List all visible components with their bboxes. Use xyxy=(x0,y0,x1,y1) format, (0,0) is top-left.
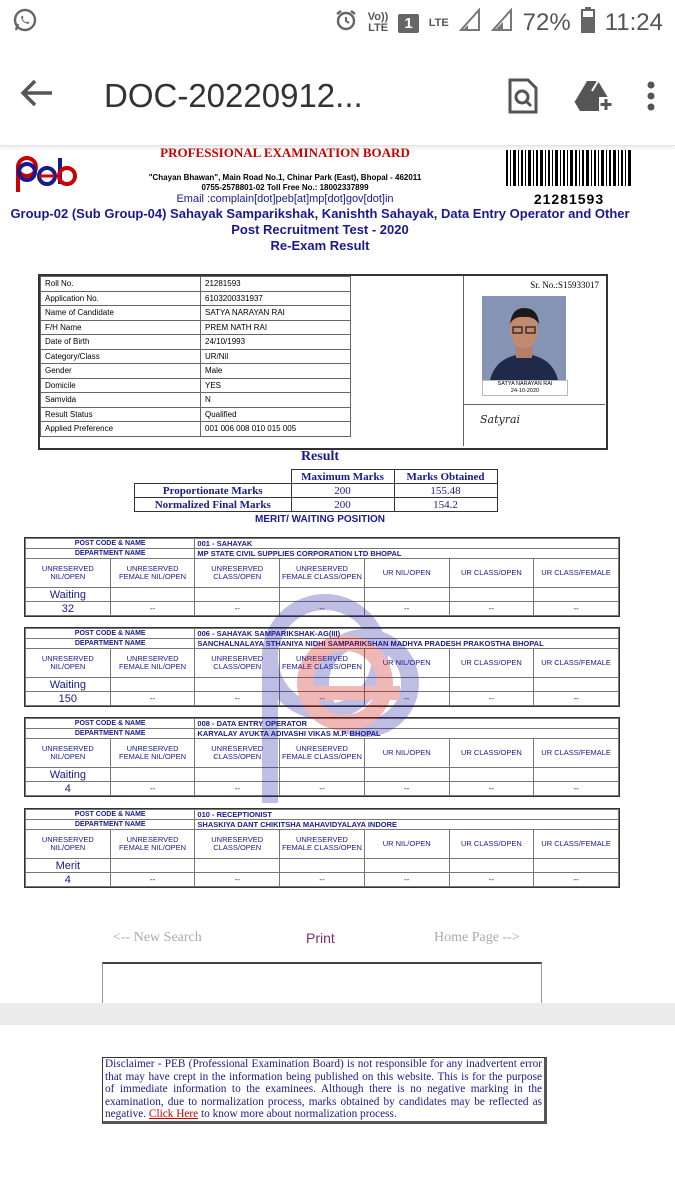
department-label: DEPARTMENT NAME xyxy=(26,549,195,559)
candidate-field-label: Category/Class xyxy=(41,349,201,364)
category-header: UNRESERVED NIL/OPEN xyxy=(26,830,111,859)
category-header: UNRESERVED FEMALE NIL/OPEN xyxy=(110,739,195,768)
department-label: DEPARTMENT NAME xyxy=(26,639,195,649)
position-value: -- xyxy=(195,873,280,887)
notification-count-badge: 1 xyxy=(398,14,418,33)
position-value: -- xyxy=(449,782,534,796)
post-code-value: 001 - SAHAYAK xyxy=(195,539,619,549)
exam-title xyxy=(0,206,640,254)
more-options-icon[interactable] xyxy=(647,81,655,111)
barcode xyxy=(504,150,634,207)
barcode-number: 21281593 xyxy=(533,191,605,207)
position-value: -- xyxy=(195,692,280,706)
candidate-field-value: 21281593 xyxy=(201,277,351,292)
candidate-row xyxy=(41,393,351,408)
category-header: UR CLASS/FEMALE xyxy=(534,649,619,678)
page-divider xyxy=(102,962,542,1003)
candidate-row xyxy=(41,422,351,437)
candidate-field-value: SATYA NARAYAN RAI xyxy=(201,306,351,321)
department-label: DEPARTMENT NAME xyxy=(26,729,195,739)
candidate-field-value: Qualified xyxy=(201,407,351,422)
post-block xyxy=(24,537,620,617)
empty-cell xyxy=(280,768,365,782)
position-value: -- xyxy=(110,782,195,796)
empty-cell xyxy=(280,678,365,692)
category-header: UNRESERVED NIL/OPEN xyxy=(26,649,111,678)
post-code-value: 008 - DATA ENTRY OPERATOR xyxy=(195,719,619,729)
position-value: -- xyxy=(110,692,195,706)
empty-cell xyxy=(534,768,619,782)
empty-cell xyxy=(534,588,619,602)
empty-cell xyxy=(110,859,195,873)
position-value: 4 xyxy=(26,782,111,796)
candidate-info-box xyxy=(38,274,608,450)
empty-cell xyxy=(280,859,365,873)
col-max-marks: Maximum Marks xyxy=(291,470,394,484)
department-value: SANCHALNALAYA STHANIYA NIDHI SAMPARIKSHAN MADHYA PRADESH PRAKOSTHA BHOPAL xyxy=(195,639,619,649)
post-code-value: 010 - RECEPTIONIST xyxy=(195,810,619,820)
board-name: PROFESSIONAL EXAMINATION BOARD xyxy=(160,148,410,160)
candidate-row xyxy=(41,291,351,306)
position-value: 150 xyxy=(26,692,111,706)
board-address: "Chayan Bhawan", Main Road No.1, Chinar Park (East), Bhopal - 462011 xyxy=(148,173,422,182)
barcode-bars xyxy=(504,150,634,186)
signal-icon-2 xyxy=(491,8,513,39)
volte-indicator: Vo)) LTE xyxy=(367,11,389,34)
department-value: MP STATE CIVIL SUPPLIES CORPORATION LTD BHOPAL xyxy=(195,549,619,559)
empty-cell xyxy=(364,859,449,873)
candidate-row xyxy=(41,378,351,393)
candidate-field-label: Applied Preference xyxy=(41,422,201,437)
post-code-label: POST CODE & NAME xyxy=(26,719,195,729)
signature-panel xyxy=(464,404,605,447)
department-value: KARYALAY AYUKTA ADIVASHI VIKAS M.P. BHOPAL xyxy=(195,729,619,739)
status-bar xyxy=(0,0,675,46)
marks-blank-cell xyxy=(135,470,292,484)
position-value: -- xyxy=(110,873,195,887)
category-header: UR CLASS/OPEN xyxy=(449,649,534,678)
position-value: -- xyxy=(195,602,280,616)
back-arrow-icon[interactable] xyxy=(20,78,54,113)
marks-row-proportionate: Proportionate Marks 200 155.48 xyxy=(135,484,498,498)
candidate-field-label: F/H Name xyxy=(41,320,201,335)
empty-cell xyxy=(364,588,449,602)
exam-title-line3: Re-Exam Result xyxy=(270,238,370,253)
empty-cell xyxy=(110,588,195,602)
empty-cell xyxy=(364,768,449,782)
marks-row-normalized: Normalized Final Marks 200 154.2 xyxy=(135,498,498,512)
category-header: UR NIL/OPEN xyxy=(364,559,449,588)
position-value: -- xyxy=(110,602,195,616)
candidate-field-label: Gender xyxy=(41,364,201,379)
empty-cell xyxy=(195,768,280,782)
candidate-row xyxy=(41,364,351,379)
candidate-field-value: Male xyxy=(201,364,351,379)
post-block xyxy=(24,808,620,888)
position-value: -- xyxy=(534,782,619,796)
position-status: Waiting xyxy=(26,678,111,692)
position-value: 32 xyxy=(26,602,111,616)
category-header: UR NIL/OPEN xyxy=(364,649,449,678)
position-value: 4 xyxy=(26,873,111,887)
empty-cell xyxy=(195,588,280,602)
candidate-field-label: Samvida xyxy=(41,393,201,408)
clock: 11:24 xyxy=(604,9,663,36)
print-link[interactable]: Print xyxy=(306,930,335,946)
candidate-field-value: YES xyxy=(201,378,351,393)
position-value: -- xyxy=(534,602,619,616)
candidate-photo xyxy=(482,296,566,380)
click-here-link[interactable]: Click Here xyxy=(148,1108,199,1120)
position-value: -- xyxy=(280,873,365,887)
empty-cell xyxy=(195,859,280,873)
empty-cell xyxy=(110,678,195,692)
position-value: -- xyxy=(534,873,619,887)
candidate-field-label: Application No. xyxy=(41,291,201,306)
category-header: UNRESERVED NIL/OPEN xyxy=(26,559,111,588)
exam-title-line2: Post Recruitment Test - 2020 xyxy=(231,222,409,237)
post-table xyxy=(25,809,619,887)
category-header: UR CLASS/OPEN xyxy=(449,559,534,588)
document-title: DOC-20220912... xyxy=(104,76,363,114)
page-gap xyxy=(0,1003,675,1025)
candidate-field-value: 24/10/1993 xyxy=(201,335,351,350)
candidate-field-value: N xyxy=(201,393,351,408)
position-value: -- xyxy=(364,692,449,706)
disclaimer xyxy=(102,1057,547,1124)
alarm-icon xyxy=(334,8,358,39)
position-value: -- xyxy=(449,602,534,616)
post-code-label: POST CODE & NAME xyxy=(26,810,195,820)
exam-title-line1: Group-02 (Sub Group-04) Sahayak Samparikshak, Kanishth Sahayak, Data Entry Operator and Other xyxy=(10,206,630,221)
add-to-drive-icon[interactable] xyxy=(573,79,613,113)
candidate-row xyxy=(41,335,351,350)
candidate-row xyxy=(41,277,351,292)
empty-cell xyxy=(449,859,534,873)
home-page-link[interactable]: Home Page --> xyxy=(434,930,520,945)
position-value: -- xyxy=(449,692,534,706)
category-header: UNRESERVED NIL/OPEN xyxy=(26,739,111,768)
post-code-label: POST CODE & NAME xyxy=(26,629,195,639)
category-header: UNRESERVED FEMALE NIL/OPEN xyxy=(110,559,195,588)
new-search-link[interactable]: <-- New Search xyxy=(113,930,202,945)
category-header: UR CLASS/FEMALE xyxy=(534,739,619,768)
position-value: -- xyxy=(449,873,534,887)
department-label: DEPARTMENT NAME xyxy=(26,820,195,830)
category-header: UR NIL/OPEN xyxy=(364,830,449,859)
category-header: UR CLASS/OPEN xyxy=(449,739,534,768)
post-code-label: POST CODE & NAME xyxy=(26,539,195,549)
lte-indicator: LTE xyxy=(428,16,449,29)
candidate-row xyxy=(41,407,351,422)
candidate-field-label: Date of Birth xyxy=(41,335,201,350)
position-value: -- xyxy=(280,692,365,706)
empty-cell xyxy=(449,768,534,782)
disclaimer-tail: to know more about normalization process. xyxy=(201,1108,397,1120)
category-header: UNRESERVED CLASS/OPEN xyxy=(195,739,280,768)
category-header: UNRESERVED FEMALE CLASS/OPEN xyxy=(280,830,365,859)
position-status: Waiting xyxy=(26,768,111,782)
position-value: -- xyxy=(364,602,449,616)
col-marks-obtained: Marks Obtained xyxy=(394,470,497,484)
candidate-row xyxy=(41,306,351,321)
candidate-field-label: Roll No. xyxy=(41,277,201,292)
candidate-field-label: Name of Candidate xyxy=(41,306,201,321)
position-value: -- xyxy=(195,782,280,796)
document-page xyxy=(0,148,675,1003)
post-code-value: 006 - SAHAYAK SAMPARIKSHAK-AG(III) xyxy=(195,629,619,639)
empty-cell xyxy=(195,678,280,692)
photo-panel xyxy=(463,276,605,446)
post-block xyxy=(24,717,620,797)
category-header: UNRESERVED CLASS/OPEN xyxy=(195,830,280,859)
signature: Satyrai xyxy=(480,413,521,426)
candidate-field-label: Result Status xyxy=(41,407,201,422)
battery-percent: 72% xyxy=(522,9,571,36)
candidate-info-table xyxy=(40,276,351,437)
photo-caption: SATYA NARAYAN RAI 24-10-2020 xyxy=(482,380,568,396)
post-table xyxy=(25,628,619,706)
candidate-field-value: UR/Nil xyxy=(201,349,351,364)
category-header: UNRESERVED CLASS/OPEN xyxy=(195,649,280,678)
candidate-field-value: 001 006 008 010 015 005 xyxy=(201,422,351,437)
empty-cell xyxy=(280,588,365,602)
category-header: UR CLASS/OPEN xyxy=(449,830,534,859)
board-phone: 0755-2578801-02 Toll Free No.: 18002337899 xyxy=(201,183,369,192)
category-header: UNRESERVED FEMALE NIL/OPEN xyxy=(110,649,195,678)
merit-title: MERIT/ WAITING POSITION xyxy=(255,514,385,525)
category-header: UNRESERVED FEMALE NIL/OPEN xyxy=(110,830,195,859)
position-value: -- xyxy=(364,873,449,887)
board-email: Email :complain[dot]peb[at]mp[dot]gov[dot]in xyxy=(176,193,394,205)
whatsapp-icon xyxy=(12,7,38,40)
category-header: UNRESERVED FEMALE CLASS/OPEN xyxy=(280,649,365,678)
department-value: SHASKIYA DANT CHIKITSHA MAHAVIDYALAYA INDORE xyxy=(195,820,619,830)
result-title: Result xyxy=(300,449,340,464)
empty-cell xyxy=(534,678,619,692)
post-table xyxy=(25,538,619,616)
category-header: UR NIL/OPEN xyxy=(364,739,449,768)
find-in-document-icon[interactable] xyxy=(507,78,539,114)
category-header: UNRESERVED CLASS/OPEN xyxy=(195,559,280,588)
candidate-field-value: 6103200331937 xyxy=(201,291,351,306)
empty-cell xyxy=(534,859,619,873)
marks-table xyxy=(134,469,498,512)
signal-icon xyxy=(459,8,481,39)
position-value: -- xyxy=(280,782,365,796)
app-bar xyxy=(0,46,675,146)
post-block xyxy=(24,627,620,707)
category-header: UR CLASS/FEMALE xyxy=(534,559,619,588)
position-value: -- xyxy=(534,692,619,706)
candidate-field-value: PREM NATH RAI xyxy=(201,320,351,335)
serial-number: Sr. No.:S15933017 xyxy=(530,280,599,290)
battery-icon xyxy=(581,7,595,40)
position-value: -- xyxy=(364,782,449,796)
candidate-row xyxy=(41,320,351,335)
candidate-row xyxy=(41,349,351,364)
category-header: UR CLASS/FEMALE xyxy=(534,830,619,859)
category-header: UNRESERVED FEMALE CLASS/OPEN xyxy=(280,559,365,588)
empty-cell xyxy=(449,678,534,692)
position-value: -- xyxy=(280,602,365,616)
board-header xyxy=(140,148,430,205)
disclaimer-text: Disclaimer - PEB (Professional Examination Board) is not responsible for any inadvertent error that may have crept in the information being published on this website. This is for the purpose of immediate information to the examinees. Although there is no negative marking in the examination, due to normalization process, marks obtained by candidates may be reflected as negative. xyxy=(105,1058,542,1120)
empty-cell xyxy=(364,678,449,692)
category-header: UNRESERVED FEMALE CLASS/OPEN xyxy=(280,739,365,768)
peb-logo xyxy=(14,152,78,201)
position-status: Merit xyxy=(26,859,111,873)
empty-cell xyxy=(449,588,534,602)
empty-cell xyxy=(110,768,195,782)
position-status: Waiting xyxy=(26,588,111,602)
post-table xyxy=(25,718,619,796)
candidate-field-label: Domicile xyxy=(41,378,201,393)
